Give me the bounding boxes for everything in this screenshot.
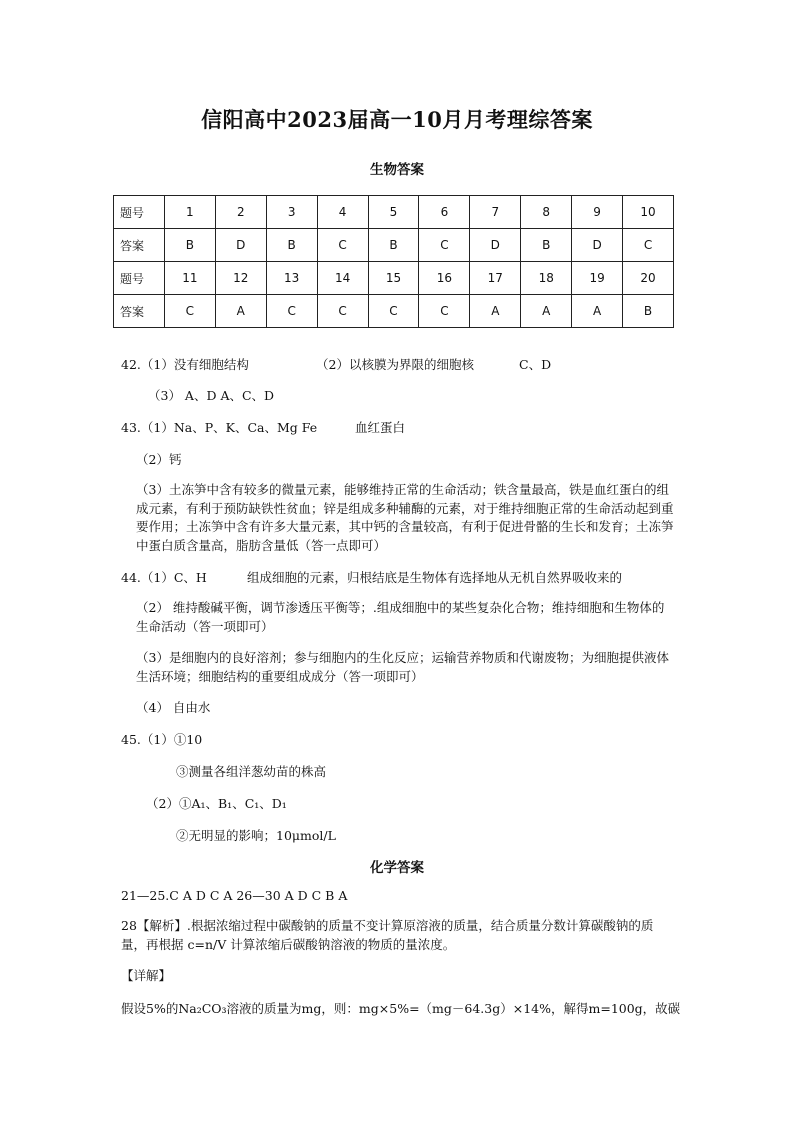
table-cell: B (266, 229, 317, 262)
table-row (114, 295, 674, 328)
table-cell: C (368, 295, 419, 328)
q43-part3: （3）土冻笋中含有较多的微量元素，能够维持正常的生命活动；铁含量最高，铁是血红蛋白的组成元素，有利于预防缺铁性贫血；锌是组成多种辅酶的元素，对于维持细胞正常的生命活动起到重要作用；土冻笋中含有许多大量元素，其中钙的含量较高，有利于促进骨骼的生长和发育；土冻笋中蛋白质含量高，脂肪含量低（答一点即可） (136, 482, 674, 553)
biology-answer-table (113, 195, 674, 328)
q43-part2: （2）钙 (136, 452, 182, 467)
q44-part1: 44.（1）C、H (121, 570, 207, 585)
table-cell: 18 (521, 262, 572, 295)
table-cell: C (317, 229, 368, 262)
q44-part3: （3）是细胞内的良好溶剂；参与细胞内的生化反应；运输营养物质和代谢废物；为细胞提供液体生活环境；细胞结构的重要组成成分（答一项即可） (136, 650, 669, 684)
table-cell: 16 (419, 262, 470, 295)
table-cell: 15 (368, 262, 419, 295)
table-cell: 13 (266, 262, 317, 295)
table-cell: 7 (470, 196, 521, 229)
q45-part1: 45.（1）①10 (121, 732, 203, 747)
q42-part1: 42.（1）没有细胞结构 (121, 357, 249, 372)
table-cell: A (521, 295, 572, 328)
table-cell: 12 (215, 262, 266, 295)
q45-part2-result: ②无明显的影响；10μmol/L (176, 828, 336, 843)
q44-part1-reason: 组成细胞的元素，归根结底是生物体有选择地从无机自然界吸收来的 (247, 570, 623, 585)
table-cell: A (215, 295, 266, 328)
table-cell: D (215, 229, 266, 262)
q28-analysis: 28【解析】.根据浓缩过程中碳酸钠的质量不变计算原溶液的质量，结合质量分数计算碳酸钠的质量，再根据 c=n/V 计算浓缩后碳酸钠溶液的物质的量浓度。 (121, 918, 654, 952)
table-cell: C (266, 295, 317, 328)
row-label: 答案 (114, 229, 165, 262)
detail-label: 【详解】 (121, 968, 172, 983)
biology-heading: 生物答案 (370, 162, 424, 178)
table-cell: D (470, 229, 521, 262)
q42-part2: （2）以核膜为界限的细胞核 (316, 357, 474, 372)
q45-part2: （2）①A₁、B₁、C₁、D₁ (146, 796, 287, 811)
table-cell: 19 (572, 262, 623, 295)
table-cell: C (419, 229, 470, 262)
table-cell: C (419, 295, 470, 328)
page-title: 信阳高中2023届高一10月月考理综答案 (201, 107, 593, 132)
row-label: 题号 (114, 262, 165, 295)
q44-part2: （2） 维持酸碱平衡，调节渗透压平衡等；.组成细胞中的某些复杂化合物；维持细胞和生物体的生命活动（答一项即可） (136, 600, 665, 634)
table-cell: 3 (266, 196, 317, 229)
table-cell: B (521, 229, 572, 262)
table-cell: 2 (215, 196, 266, 229)
table-cell: 8 (521, 196, 572, 229)
table-cell: B (164, 229, 215, 262)
table-cell: C (623, 229, 674, 262)
table-cell: 11 (164, 262, 215, 295)
table-cell: C (317, 295, 368, 328)
q42-part2-answer: C、D (519, 357, 552, 372)
chem-choice-answers: 21—25.C A D C A 26—30 A D C B A (121, 888, 348, 903)
table-cell: 14 (317, 262, 368, 295)
q42-part3: （3） A、D A、C、D (148, 388, 275, 403)
table-cell: A (470, 295, 521, 328)
table-row (114, 262, 674, 295)
table-row (114, 196, 674, 229)
row-label: 答案 (114, 295, 165, 328)
table-cell: A (572, 295, 623, 328)
table-cell: 5 (368, 196, 419, 229)
table-cell: 6 (419, 196, 470, 229)
table-cell: 10 (623, 196, 674, 229)
q44-part4: （4） 自由水 (136, 700, 211, 715)
q43-part1: 43.（1）Na、P、K、Ca、Mg Fe (121, 420, 318, 435)
row-label: 题号 (114, 196, 165, 229)
detail-text: 假设5%的Na₂CO₃溶液的质量为mg，则：mg×5%=（mg－64.3g）×14%，解得m=100g，故碳 (121, 1001, 681, 1016)
table-cell: 9 (572, 196, 623, 229)
table-cell: D (572, 229, 623, 262)
table-cell: 1 (164, 196, 215, 229)
table-cell: 17 (470, 262, 521, 295)
chemistry-heading: 化学答案 (370, 860, 424, 876)
table-cell: B (368, 229, 419, 262)
table-cell: 20 (623, 262, 674, 295)
q45-part1-step3: ③测量各组洋葱幼苗的株高 (176, 764, 327, 779)
table-row (114, 229, 674, 262)
q43-part1-protein: 血红蛋白 (355, 420, 406, 435)
table-cell: C (164, 295, 215, 328)
table-cell: 4 (317, 196, 368, 229)
table-cell: B (623, 295, 674, 328)
